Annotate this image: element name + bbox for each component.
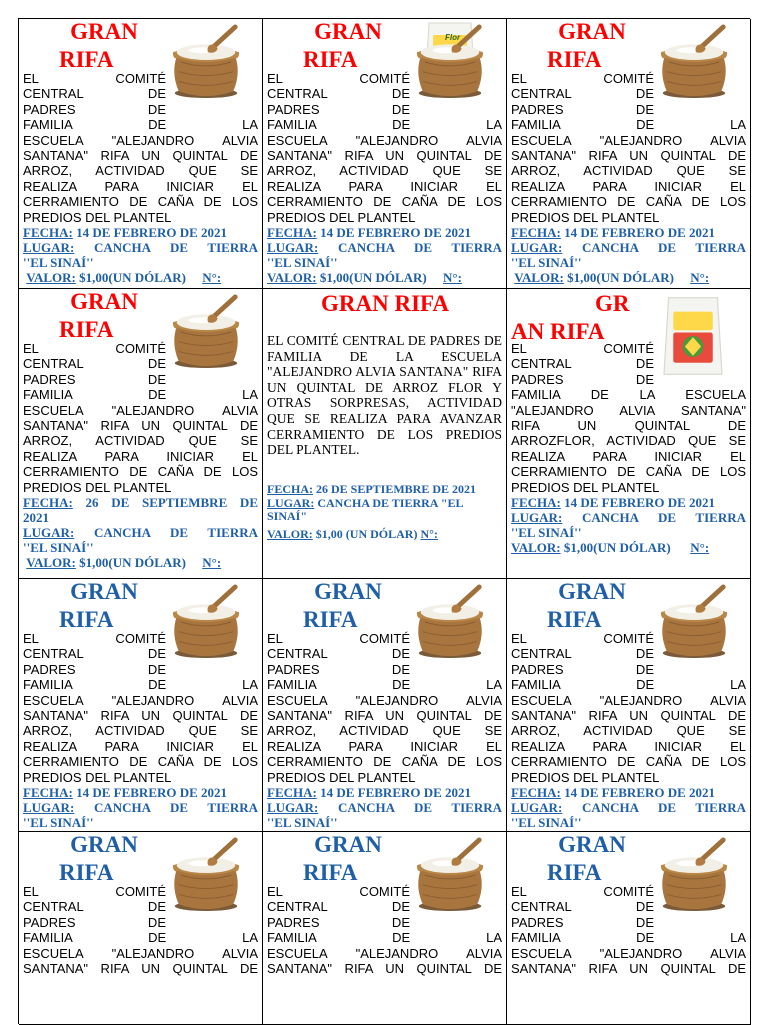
ticket-title-line2: AN RIFA	[511, 319, 605, 344]
ticket-text-line: PREDIOS DEL PLANTEL	[23, 209, 172, 225]
ticket-text-line: PREDIOS DEL PLANTEL	[23, 479, 172, 495]
ticket-text-line: PADRES DE	[267, 914, 410, 930]
ticket-text-line: FAMILIA DE LA	[267, 930, 502, 946]
ticket-text-line: FAMILIA DE LA	[23, 930, 258, 946]
ticket-text-line: EL COMITÉ	[23, 341, 166, 356]
ticket-body	[23, 631, 258, 832]
ticket-text-line: RIFA UN QUINTAL DE	[511, 418, 746, 434]
raffle-ticket	[507, 19, 751, 289]
center-ticket-paragraph: EL COMITÉ CENTRAL DE PADRES DE FAMILIA DE LA ESCUELA "ALEJANDRO ALVIA SANTANA" RIFA UN QUINTAL DE ARROZ FLOR Y OTRAS SORPRESAS, ACTIVIDAD QUE SE REALIZA PARA AVANZAR CERRAMIENTO DE LOS PREDIOS DEL PLANTEL.	[267, 333, 502, 458]
ticket-place-name: ''EL SINAÍ''	[267, 815, 338, 831]
ticket-text-line: SANTANA" RIFA UN QUINTAL DE	[23, 708, 258, 724]
ticket-title-line1: GRAN	[558, 832, 626, 857]
ticket-text-line: "ALEJANDRO ALVIA SANTANA"	[511, 402, 746, 418]
center-ticket-date: FECHA: 26 DE SEPTIEMBRE DE 2021	[267, 481, 477, 496]
ticket-text-line: PADRES DE	[511, 661, 654, 677]
ticket-text-line: ARROZ, ACTIVIDAD QUE SE	[23, 163, 258, 179]
ticket-value: VALOR: $1,00(UN DÓLAR) N°:	[511, 540, 710, 556]
raffle-ticket	[507, 832, 751, 1025]
ticket-text-line: PADRES DE	[23, 371, 166, 387]
ticket-text-line: PADRES DE	[511, 371, 654, 387]
ticket-body	[511, 631, 746, 832]
ticket-text-line: ARROZ, ACTIVIDAD QUE SE	[511, 723, 746, 739]
ticket-text-line: CENTRAL DE	[23, 899, 166, 915]
ticket-body	[511, 341, 746, 555]
ticket-place: LUGAR: CANCHA DE TIERRA	[267, 800, 503, 816]
ticket-place-name: ''EL SINAÍ''	[267, 255, 338, 271]
ticket-text-line: EL COMITÉ	[511, 884, 654, 899]
ticket-text-line: FAMILIA DE LA	[23, 117, 258, 133]
raffle-ticket	[19, 832, 263, 1025]
ticket-body	[511, 884, 746, 976]
ticket-text-line: CENTRAL DE	[23, 86, 166, 102]
ticket-place-name: ''EL SINAÍ''	[511, 525, 582, 541]
ticket-text-line: REALIZA PARA INICIAR EL	[23, 448, 258, 464]
ticket-text-line: SANTANA" RIFA UN QUINTAL DE	[23, 418, 258, 434]
raffle-ticket	[263, 579, 507, 832]
raffle-ticket	[263, 19, 507, 289]
ticket-text-line: SANTANA" RIFA UN QUINTAL DE	[511, 961, 746, 977]
ticket-text-line: PREDIOS DEL PLANTEL	[267, 209, 416, 225]
ticket-title-line1: GRAN	[558, 579, 626, 604]
ticket-text-line: EL COMITÉ	[511, 71, 654, 86]
ticket-text-line: EL COMITÉ	[511, 631, 654, 646]
ticket-text-line: FAMILIA DE LA	[267, 677, 502, 693]
spacer	[267, 458, 502, 482]
ticket-text-line: PREDIOS DEL PLANTEL	[511, 209, 660, 225]
ticket-text-line: CERRAMIENTO DE CAÑA DE LOS	[267, 754, 502, 770]
ticket-date: FECHA: 14 DE FEBRERO DE 2021	[511, 495, 716, 511]
raffle-ticket-sheet	[18, 18, 750, 1024]
ticket-date: FECHA: 14 DE FEBRERO DE 2021	[267, 785, 472, 801]
center-ticket-value: VALOR: $1,00 (UN DÓLAR) N°:	[267, 526, 438, 541]
ticket-text-line: REALIZA PARA INICIAR EL	[23, 178, 258, 194]
ticket-text-line: CERRAMIENTO DE CAÑA DE LOS	[23, 754, 258, 770]
ticket-title-line2: RIFA	[547, 47, 602, 72]
ticket-text-line: EL COMITÉ	[23, 71, 166, 86]
ticket-text-line: REALIZA PARA INICIAR EL	[511, 178, 746, 194]
ticket-text-line: EL COMITÉ	[267, 71, 410, 86]
raffle-ticket-center	[263, 289, 507, 579]
ticket-body	[267, 71, 502, 285]
ticket-date: FECHA: 14 DE FEBRERO DE 2021	[267, 225, 472, 241]
ticket-title-line2: RIFA	[547, 607, 602, 632]
center-ticket-title: GRAN RIFA	[321, 291, 449, 316]
raffle-ticket	[19, 289, 263, 579]
ticket-text-line: EL COMITÉ	[23, 631, 166, 646]
ticket-title-line1: GRAN	[558, 19, 626, 44]
ticket-text-line: PADRES DE	[511, 914, 654, 930]
ticket-text-line: ARROZ, ACTIVIDAD QUE SE	[23, 723, 258, 739]
ticket-text-line: FAMILIA DE LA	[267, 117, 502, 133]
ticket-text-line: SANTANA" RIFA UN QUINTAL DE	[23, 961, 258, 977]
ticket-text-line: SANTANA" RIFA UN QUINTAL DE	[511, 148, 746, 164]
center-ticket-body	[267, 333, 502, 542]
ticket-text-line: ESCUELA "ALEJANDRO ALVIA	[511, 945, 746, 961]
ticket-text-line: PADRES DE	[267, 661, 410, 677]
ticket-date: FECHA: 26 DE SEPTIEMBRE DE	[23, 495, 258, 511]
ticket-place-name: ''EL SINAÍ''	[511, 815, 582, 831]
ticket-text-line: ESCUELA "ALEJANDRO ALVIA	[511, 132, 746, 148]
ticket-title-line1: GRAN	[70, 289, 138, 314]
ticket-text-line: CENTRAL DE	[267, 86, 410, 102]
ticket-text-line: ARROZFLOR, ACTIVIDAD QUE SE	[511, 433, 746, 449]
ticket-text-line: SANTANA" RIFA UN QUINTAL DE	[511, 708, 746, 724]
ticket-text-line: CERRAMIENTO DE CAÑA DE LOS	[267, 194, 502, 210]
ticket-title-line2: RIFA	[303, 607, 358, 632]
ticket-place: LUGAR: CANCHA DE TIERRA	[267, 240, 503, 256]
ticket-body	[267, 884, 502, 976]
ticket-date-year: 2021	[23, 510, 49, 526]
ticket-text-line: FAMILIA DE LA	[23, 677, 258, 693]
ticket-value: VALOR: $1,00(UN DÓLAR) N°:	[26, 555, 222, 571]
ticket-text-line: PADRES DE	[23, 914, 166, 930]
ticket-place: LUGAR: CANCHA DE TIERRA	[511, 510, 747, 526]
ticket-text-line: SANTANA" RIFA UN QUINTAL DE	[23, 148, 258, 164]
ticket-value: VALOR: $1,00(UN DÓLAR) N°:	[267, 270, 462, 286]
ticket-text-line: FAMILIA DE LA	[511, 117, 746, 133]
ticket-title-line2: RIFA	[59, 607, 114, 632]
ticket-place: LUGAR: CANCHA DE TIERRA	[23, 800, 259, 816]
ticket-text-line: REALIZA PARA INICIAR EL	[267, 178, 502, 194]
ticket-text-line: CENTRAL DE	[23, 646, 166, 662]
ticket-title-line2: RIFA	[59, 317, 114, 342]
ticket-text-line: FAMILIA DE LA ESCUELA	[511, 387, 746, 403]
ticket-date: FECHA: 14 DE FEBRERO DE 2021	[511, 785, 716, 801]
raffle-ticket-flor	[507, 289, 751, 579]
ticket-text-line: CERRAMIENTO DE CAÑA DE LOS	[23, 464, 258, 480]
center-ticket-place: LUGAR: CANCHA DE TIERRA "EL SINAÍ"	[267, 495, 463, 523]
ticket-value: VALOR: $1,00(UN DÓLAR) N°:	[26, 270, 222, 286]
ticket-text-line: CENTRAL DE	[511, 86, 654, 102]
ticket-text-line: REALIZA PARA INICIAR EL	[23, 738, 258, 754]
ticket-text-line: ESCUELA "ALEJANDRO ALVIA	[23, 945, 258, 961]
ticket-text-line: ARROZ, ACTIVIDAD QUE SE	[23, 433, 258, 449]
ticket-text-line: PREDIOS DEL PLANTEL	[511, 769, 660, 785]
ticket-text-line: ESCUELA "ALEJANDRO ALVIA	[267, 692, 502, 708]
ticket-date: FECHA: 14 DE FEBRERO DE 2021	[511, 225, 716, 241]
bag-brand-label: Flor	[445, 33, 461, 42]
ticket-body	[23, 341, 258, 570]
raffle-ticket	[263, 832, 507, 1025]
ticket-text-line: FAMILIA DE LA	[511, 930, 746, 946]
ticket-text-line: FAMILIA DE LA	[511, 677, 746, 693]
ticket-title-line1: GRAN	[314, 832, 382, 857]
ticket-title-line2: RIFA	[303, 860, 358, 885]
ticket-text-line: SANTANA" RIFA UN QUINTAL DE	[267, 961, 502, 977]
ticket-text-line: REALIZA PARA INICIAR EL	[511, 738, 746, 754]
ticket-text-line: EL COMITÉ	[23, 884, 166, 899]
ticket-title-line1: GRAN	[314, 579, 382, 604]
ticket-body	[267, 631, 502, 832]
ticket-text-line: PADRES DE	[23, 101, 166, 117]
ticket-text-line: CERRAMIENTO DE CAÑA DE LOS	[23, 194, 258, 210]
ticket-text-line: PADRES DE	[23, 661, 166, 677]
ticket-date: FECHA: 14 DE FEBRERO DE 2021	[23, 225, 228, 241]
ticket-text-line: EL COMITÉ	[267, 884, 410, 899]
ticket-place-name: ''EL SINAÍ''	[511, 255, 582, 271]
ticket-body	[23, 71, 258, 285]
ticket-text-line: CENTRAL DE	[267, 646, 410, 662]
ticket-text-line: PREDIOS DEL PLANTEL	[511, 479, 660, 495]
ticket-text-line: ESCUELA "ALEJANDRO ALVIA	[23, 132, 258, 148]
ticket-place-name: ''EL SINAÍ''	[23, 815, 94, 831]
ticket-text-line: EL COMITÉ	[511, 341, 654, 356]
ticket-place: LUGAR: CANCHA DE TIERRA	[23, 525, 259, 541]
ticket-text-line: PREDIOS DEL PLANTEL	[267, 769, 416, 785]
ticket-text-line: CENTRAL DE	[23, 356, 166, 372]
ticket-place: LUGAR: CANCHA DE TIERRA	[511, 800, 747, 816]
ticket-title-line2: RIFA	[59, 47, 114, 72]
ticket-text-line: ESCUELA "ALEJANDRO ALVIA	[267, 945, 502, 961]
ticket-text-line: ARROZ, ACTIVIDAD QUE SE	[267, 723, 502, 739]
ticket-title-line1: GR	[595, 291, 630, 316]
ticket-text-line: CENTRAL DE	[511, 356, 654, 372]
raffle-ticket	[19, 19, 263, 289]
ticket-text-line: ESCUELA "ALEJANDRO ALVIA	[511, 692, 746, 708]
raffle-ticket	[507, 579, 751, 832]
ticket-text-line: CERRAMIENTO DE CAÑA DE LOS	[511, 754, 746, 770]
ticket-text-line: FAMILIA DE LA	[23, 387, 258, 403]
ticket-title-line1: GRAN	[70, 19, 138, 44]
ticket-text-line: SANTANA" RIFA UN QUINTAL DE	[267, 708, 502, 724]
ticket-text-line: PADRES DE	[511, 101, 654, 117]
ticket-text-line: CENTRAL DE	[511, 646, 654, 662]
ticket-text-line: ESCUELA "ALEJANDRO ALVIA	[23, 692, 258, 708]
ticket-text-line: ARROZ, ACTIVIDAD QUE SE	[267, 163, 502, 179]
ticket-title-line1: GRAN	[70, 579, 138, 604]
ticket-body	[23, 884, 258, 976]
ticket-text-line: CERRAMIENTO DE CAÑA DE LOS	[511, 194, 746, 210]
raffle-ticket	[19, 579, 263, 832]
ticket-text-line: SANTANA" RIFA UN QUINTAL DE	[267, 148, 502, 164]
ticket-place: LUGAR: CANCHA DE TIERRA	[23, 240, 259, 256]
ticket-place-name: ''EL SINAÍ''	[23, 540, 94, 556]
ticket-body	[511, 71, 746, 285]
ticket-text-line: ESCUELA "ALEJANDRO ALVIA	[267, 132, 502, 148]
ticket-text-line: CERRAMIENTO DE CAÑA DE LOS	[511, 464, 746, 480]
ticket-place: LUGAR: CANCHA DE TIERRA	[511, 240, 747, 256]
ticket-text-line: REALIZA PARA INICIAR EL	[267, 738, 502, 754]
ticket-title-line2: RIFA	[547, 860, 602, 885]
ticket-text-line: ARROZ, ACTIVIDAD QUE SE	[511, 163, 746, 179]
ticket-title-line1: GRAN	[314, 19, 382, 44]
ticket-text-line: PADRES DE	[267, 101, 410, 117]
ticket-text-line: CENTRAL DE	[267, 899, 410, 915]
ticket-text-line: ESCUELA "ALEJANDRO ALVIA	[23, 402, 258, 418]
ticket-place-name: ''EL SINAÍ''	[23, 255, 94, 271]
ticket-text-line: PREDIOS DEL PLANTEL	[23, 769, 172, 785]
ticket-text-line: REALIZA PARA INICIAR EL	[511, 448, 746, 464]
ticket-date: FECHA: 14 DE FEBRERO DE 2021	[23, 785, 228, 801]
ticket-text-line: CENTRAL DE	[511, 899, 654, 915]
ticket-text-line: EL COMITÉ	[267, 631, 410, 646]
ticket-title-line2: RIFA	[59, 860, 114, 885]
ticket-title-line2: RIFA	[303, 47, 358, 72]
ticket-value: VALOR: $1,00(UN DÓLAR) N°:	[514, 270, 710, 286]
ticket-title-line1: GRAN	[70, 832, 138, 857]
